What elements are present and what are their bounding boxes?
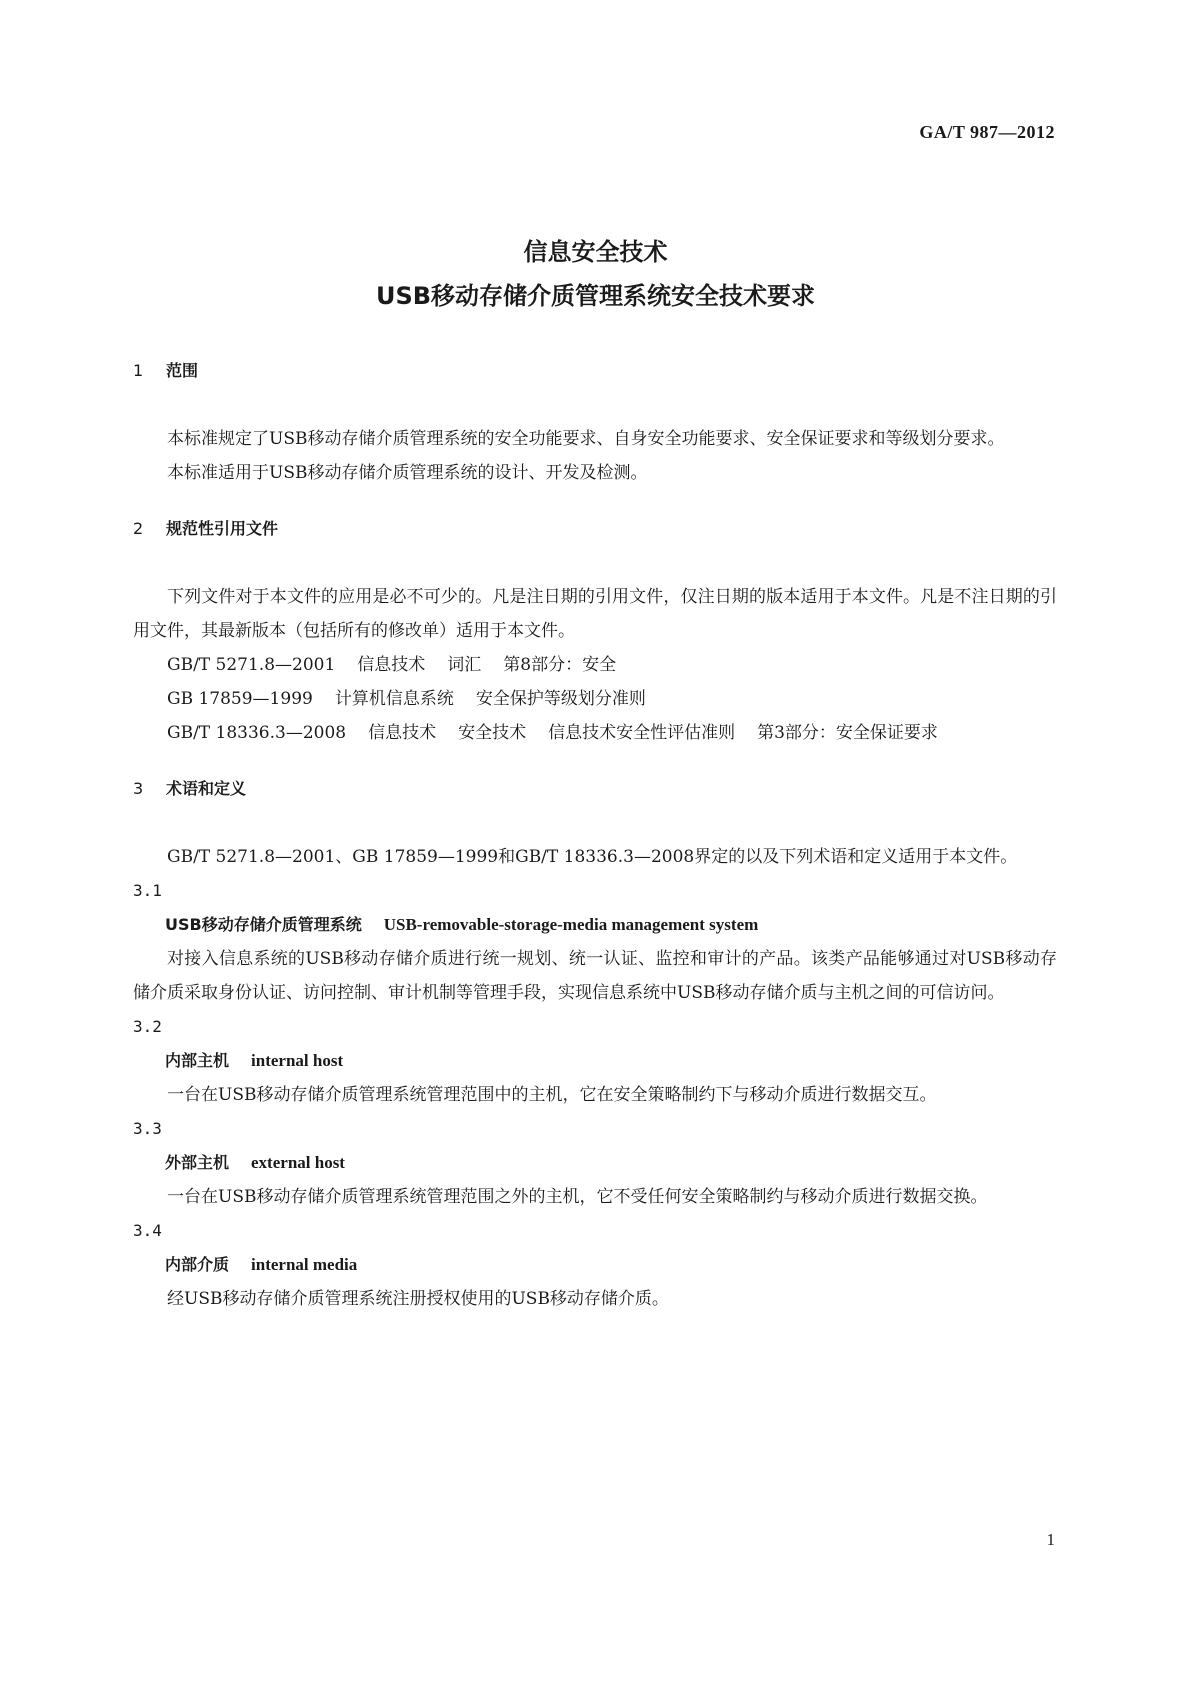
reference-part: 信息技术 (357, 655, 426, 675)
paragraph: 下列文件对于本文件的应用是必不可少的。凡是注日期的引用文件，仅注日期的版本适用于本文件。凡是不注日期的引用文件，其最新版本（包括所有的修改单）适用于本文件。 (133, 587, 1057, 641)
section-number: 3 (133, 779, 144, 798)
section-title: 规范性引用文件 (166, 519, 279, 538)
term-title (133, 1146, 1057, 1180)
term-title (133, 1248, 1057, 1282)
term-en: internal host (251, 1051, 344, 1070)
reference-code: GB/T 18336.3—2008 (167, 723, 347, 743)
section-number: 2 (133, 519, 144, 538)
paragraph: 本标准规定了USB移动存储介质管理系统的安全功能要求、自身安全功能要求、安全保证要求和等级划分要求。 (167, 429, 1005, 449)
reference-part: 第3部分：安全保证要求 (757, 723, 938, 743)
term-number: 3.3 (133, 1119, 162, 1138)
paragraph: GB/T 5271.8—2001、GB 17859—1999和GB/T 18336.3—2008界定的以及下列术语和定义适用于本文件。 (167, 847, 1018, 867)
reference-part: 信息技术安全性评估准则 (548, 723, 736, 743)
reference-part: 安全保护等级划分准则 (475, 689, 646, 709)
reference-part: 信息技术 (368, 723, 437, 743)
normative-reference (133, 648, 1057, 682)
term-definition: 对接入信息系统的USB移动存储介质进行统一规划、统一认证、监控和审计的产品。该类产品能够通过对USB移动存储介质采取身份认证、访问控制、审计机制等管理手段，实现信息系统中USB移动存储介质与主机之间的可信访问。 (133, 949, 1057, 1003)
section-title: 术语和定义 (166, 779, 247, 798)
term-number: 3.4 (133, 1221, 162, 1240)
paragraph: 本标准适用于USB移动存储介质管理系统的设计、开发及检测。 (167, 463, 648, 483)
doc-body (133, 356, 1057, 1316)
reference-part: 第8部分：安全 (503, 655, 617, 675)
standard-code: GA/T 987—2012 (919, 122, 1055, 142)
doc-title-line2: USB移动存储介质管理系统安全技术要求 (375, 282, 816, 310)
reference-code: GB 17859—1999 (167, 689, 313, 709)
reference-part: 词汇 (447, 655, 482, 675)
term-number: 3.1 (133, 881, 162, 900)
reference-code: GB/T 5271.8—2001 (167, 655, 336, 675)
term-title (133, 908, 1057, 942)
doc-title-line1: 信息安全技术 (523, 238, 668, 266)
term-en: USB-removable-storage-media management system (383, 915, 759, 934)
page-number: 1 (1046, 1530, 1055, 1549)
section-3-heading (133, 774, 1057, 804)
term-definition: 经USB移动存储介质管理系统注册授权使用的USB移动存储介质。 (167, 1289, 669, 1309)
term-zh: 内部主机 (165, 1051, 230, 1070)
term-definition: 一台在USB移动存储介质管理系统管理范围中的主机，它在安全策略制约下与移动介质进行数据交互。 (167, 1085, 937, 1105)
normative-reference (133, 716, 1057, 750)
term-definition: 一台在USB移动存储介质管理系统管理范围之外的主机，它不受任何安全策略制约与移动介质进行数据交换。 (167, 1187, 988, 1207)
section-2-heading (133, 514, 1057, 544)
section-title: 范围 (166, 361, 199, 380)
reference-part: 安全技术 (458, 723, 527, 743)
term-en: external host (251, 1153, 345, 1172)
term-zh: USB移动存储介质管理系统 (165, 915, 362, 934)
section-number: 1 (133, 361, 144, 380)
term-number: 3.2 (133, 1017, 162, 1036)
normative-reference (133, 682, 1057, 716)
term-zh: 内部介质 (165, 1255, 230, 1274)
term-en: internal media (251, 1255, 358, 1274)
term-title (133, 1044, 1057, 1078)
term-zh: 外部主机 (165, 1153, 230, 1172)
section-1-heading (133, 356, 1057, 386)
reference-part: 计算机信息系统 (334, 689, 454, 709)
